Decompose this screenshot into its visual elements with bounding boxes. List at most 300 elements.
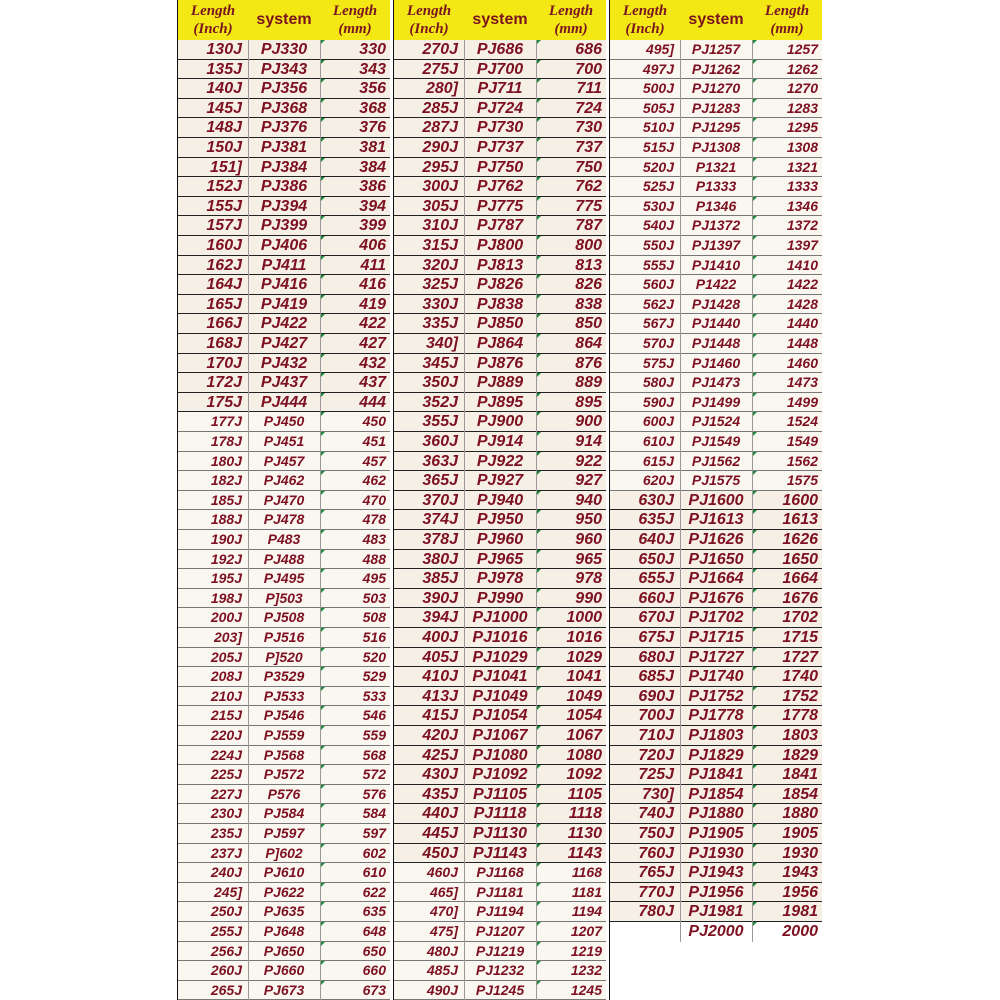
length-mm-cell: 1575	[786, 472, 818, 489]
table-row	[394, 60, 606, 80]
table-row	[610, 452, 822, 472]
length-inch-cell: 150J	[206, 139, 242, 156]
table-row	[394, 804, 606, 824]
table-row	[394, 216, 606, 236]
table-row	[610, 236, 822, 256]
header-length-mm-line1: Length	[332, 3, 378, 19]
length-inch-cell: 374J	[422, 511, 458, 529]
system-code-cell: PJ826	[476, 276, 524, 294]
length-inch-cell: 515J	[642, 139, 674, 155]
length-inch-cell: 630J	[638, 491, 674, 509]
length-mm-cell: 660	[362, 962, 386, 979]
length-inch-cell: 400J	[422, 629, 458, 646]
length-mm-cell: 1168	[571, 864, 602, 881]
length-inch-cell: 562J	[642, 295, 674, 312]
table-row	[178, 883, 390, 903]
length-inch-cell: 325J	[422, 276, 458, 294]
length-mm-cell: 546	[362, 707, 386, 724]
table-row	[394, 942, 606, 962]
length-mm-cell: 2000	[782, 923, 818, 940]
length-mm-cell: 356	[359, 80, 386, 98]
system-code-cell: PJ1460	[691, 354, 741, 371]
length-mm-cell: 451	[362, 433, 386, 449]
length-inch-cell: 198J	[210, 589, 242, 606]
system-code-cell: P3529	[263, 668, 305, 685]
table-row	[178, 608, 390, 628]
table-row	[394, 863, 606, 883]
header-length-inch-line1: Length	[190, 3, 236, 19]
length-mm-cell: 711	[576, 80, 602, 98]
length-mm-cell: 427	[359, 335, 386, 352]
system-code-cell: PJ1262	[691, 60, 741, 77]
length-mm-cell: 1841	[782, 766, 818, 784]
system-code-cell: P1321	[695, 158, 737, 175]
system-code-cell: PJ1676	[688, 589, 744, 607]
length-inch-cell: 470]	[429, 903, 458, 920]
table-row	[178, 628, 390, 648]
table-row	[610, 765, 822, 785]
system-code-cell: PJ660	[263, 962, 305, 979]
length-inch-cell: 567J	[642, 315, 674, 332]
length-inch-cell: 155J	[206, 197, 242, 215]
length-inch-cell: 575J	[642, 354, 674, 371]
system-code-cell: PJ384	[260, 158, 308, 176]
length-inch-cell: 405J	[422, 648, 458, 666]
header-system-label: system	[472, 11, 528, 28]
length-mm-cell: 940	[575, 491, 602, 509]
system-code-cell: PJ1168	[476, 864, 524, 881]
header-length-inch-line2: (Inch)	[409, 21, 449, 37]
length-inch-cell: 310J	[422, 217, 458, 235]
length-mm-cell: 1067	[566, 727, 602, 744]
table-row	[394, 158, 606, 178]
length-inch-cell: 420J	[422, 727, 458, 744]
length-inch-cell: 725J	[638, 766, 674, 784]
table-row	[610, 569, 822, 589]
length-mm-cell: 559	[362, 727, 386, 743]
length-inch-cell: 510J	[642, 119, 674, 136]
system-code-cell: PJ1397	[691, 237, 741, 253]
length-mm-cell: 381	[359, 139, 386, 156]
length-mm-cell: 1041	[566, 668, 602, 686]
length-mm-cell: 775	[575, 197, 602, 215]
length-inch-cell: 390J	[422, 589, 458, 607]
table-row	[394, 412, 606, 432]
length-inch-cell: 700J	[638, 707, 674, 725]
length-inch-cell: 360J	[422, 433, 458, 450]
system-code-cell: PJ559	[263, 727, 305, 743]
table-row	[178, 79, 390, 99]
system-code-cell: PJ411	[261, 256, 307, 274]
length-mm-cell: 1664	[782, 570, 818, 588]
table-row	[610, 589, 822, 609]
length-mm-cell: 724	[575, 99, 602, 117]
length-inch-cell: 365J	[422, 472, 458, 490]
length-inch-cell: 235J	[210, 825, 242, 841]
table-row	[178, 216, 390, 236]
system-code-cell: PJ1727	[688, 648, 744, 666]
length-inch-cell: 385J	[422, 570, 458, 588]
column-divider	[752, 40, 753, 942]
length-inch-cell: 315J	[422, 237, 458, 254]
length-mm-cell: 533	[362, 687, 386, 704]
length-inch-cell: 210J	[210, 687, 242, 704]
system-code-cell: PJ1956	[688, 883, 744, 901]
length-mm-cell: 1524	[786, 413, 818, 430]
table-row	[394, 706, 606, 726]
length-inch-cell: 352J	[422, 393, 458, 411]
system-code-cell: PJ686	[476, 41, 524, 58]
table-row	[178, 961, 390, 981]
table-row	[178, 373, 390, 393]
system-code-cell: PJ990	[476, 589, 524, 607]
length-mm-cell: 838	[575, 295, 602, 313]
length-mm-cell: 700	[575, 60, 602, 78]
system-code-cell: PJ376	[260, 119, 308, 137]
length-mm-cell: 762	[575, 178, 602, 196]
table-row	[178, 726, 390, 746]
length-mm-cell: 1499	[786, 393, 818, 410]
table-row	[178, 648, 390, 668]
table-row	[610, 295, 822, 315]
length-mm-cell: 737	[575, 139, 602, 156]
table-row	[610, 60, 822, 80]
length-mm-cell: 1702	[782, 609, 818, 627]
length-mm-cell: 1295	[786, 119, 818, 136]
length-mm-cell: 1778	[782, 707, 818, 725]
length-mm-cell: 1549	[786, 433, 818, 449]
length-inch-cell: 220J	[210, 727, 242, 743]
length-inch-cell: 203]	[213, 629, 242, 645]
system-code-cell: PJ813	[476, 256, 524, 274]
table-row	[178, 471, 390, 491]
system-code-cell: PJ1613	[688, 511, 744, 529]
length-mm-cell: 900	[575, 413, 602, 431]
table-row	[394, 40, 606, 60]
length-inch-cell: 370J	[422, 491, 458, 509]
length-mm-cell: 914	[575, 433, 602, 450]
header-length-inch-line2: (Inch)	[193, 21, 233, 37]
length-inch-cell: 240J	[210, 864, 242, 881]
length-inch-cell: 425J	[422, 746, 458, 764]
table-row	[394, 118, 606, 138]
system-code-cell: PJ724	[476, 99, 524, 117]
length-mm-cell: 516	[362, 629, 386, 645]
length-inch-cell: 165J	[206, 295, 242, 313]
length-inch-cell: 148J	[206, 119, 242, 137]
table-row	[394, 648, 606, 668]
system-code-cell: PJ422	[260, 315, 308, 333]
system-code-cell: PJ451	[263, 433, 305, 449]
system-code-cell: P]520	[265, 648, 303, 665]
header-length-mm-line2: (mm)	[554, 21, 588, 37]
table-row	[610, 687, 822, 707]
length-mm-cell: 950	[575, 511, 602, 529]
system-code-cell: PJ1130	[473, 825, 527, 842]
length-mm-cell: 1803	[782, 727, 818, 744]
table-row	[394, 785, 606, 805]
system-code-cell: PJ1905	[688, 825, 744, 842]
length-inch-cell: 680J	[638, 648, 674, 666]
table-row	[178, 785, 390, 805]
table-row	[610, 648, 822, 668]
length-mm-cell: 508	[362, 609, 386, 626]
table-row	[178, 844, 390, 864]
length-mm-cell: 1207	[570, 923, 602, 939]
table-row	[610, 726, 822, 746]
length-inch-cell: 655J	[638, 570, 674, 588]
length-inch-cell: 550J	[642, 237, 674, 253]
system-code-cell: PJ508	[263, 609, 305, 626]
table-row	[394, 354, 606, 374]
table-row	[394, 197, 606, 217]
table-block-1	[177, 0, 390, 1000]
length-mm-cell: 1054	[566, 707, 602, 725]
length-mm-cell: 520	[362, 648, 386, 665]
length-inch-cell: 670J	[638, 609, 674, 627]
system-code-cell: PJ950	[476, 511, 524, 529]
table-row	[178, 922, 390, 942]
table-row	[394, 99, 606, 119]
table-row	[394, 589, 606, 609]
length-mm-cell: 1283	[786, 99, 818, 116]
length-mm-cell: 1118	[568, 805, 602, 823]
length-inch-cell: 166J	[206, 315, 242, 333]
system-code-cell: PJ2000	[688, 923, 744, 940]
length-inch-cell: 495]	[645, 41, 674, 57]
system-code-cell: PJ730	[476, 119, 524, 137]
length-inch-cell: 640J	[638, 531, 674, 548]
length-mm-cell: 1049	[566, 687, 602, 705]
system-code-cell: PJ568	[263, 746, 305, 763]
length-inch-cell: 610J	[642, 433, 674, 449]
table-row	[610, 373, 822, 393]
table-row	[610, 746, 822, 766]
length-mm-cell: 622	[362, 883, 386, 900]
system-code-cell: PJ1448	[691, 335, 741, 351]
length-inch-cell: 490J	[426, 981, 458, 998]
length-mm-cell: 889	[575, 374, 602, 392]
length-inch-cell: 590J	[642, 393, 674, 410]
header-length-mm-line2: (mm)	[770, 21, 804, 37]
length-mm-cell: 1194	[571, 903, 602, 920]
system-code-cell: PJ584	[263, 805, 305, 822]
system-code-cell: PJ895	[476, 393, 524, 411]
system-code-cell: PJ1257	[691, 41, 741, 57]
table-row	[394, 981, 606, 1000]
system-code-cell: PJ960	[476, 531, 524, 548]
length-mm-cell: 495	[362, 570, 386, 587]
length-inch-cell: 215J	[210, 707, 242, 724]
table-row	[610, 314, 822, 334]
length-mm-cell: 1613	[782, 511, 818, 529]
system-code-cell: PJ546	[263, 707, 305, 724]
header-length-inch-line1: Length	[406, 3, 452, 19]
system-code-cell: PJ572	[263, 766, 305, 783]
table-row	[178, 334, 390, 354]
system-code-cell: PJ1428	[691, 295, 741, 312]
system-code-cell: PJ1232	[475, 962, 525, 979]
length-mm-cell: 432	[359, 354, 386, 372]
table-row	[394, 902, 606, 922]
length-mm-cell: 488	[362, 550, 386, 567]
length-mm-cell: 368	[359, 99, 386, 117]
length-inch-cell: 305J	[422, 197, 458, 215]
table-row	[178, 412, 390, 432]
table-row	[610, 393, 822, 413]
table-row	[394, 961, 606, 981]
table-row	[610, 491, 822, 511]
system-code-cell: PJ650	[263, 942, 305, 959]
header-length-mm-line1: Length	[548, 3, 594, 19]
system-code-cell: PJ978	[476, 570, 524, 588]
table-row	[178, 902, 390, 922]
system-code-cell: PJ470	[263, 491, 305, 508]
table-row	[178, 550, 390, 570]
length-mm-cell: 978	[575, 570, 602, 588]
length-inch-cell: 765J	[638, 864, 674, 882]
table-row	[394, 275, 606, 295]
system-code-cell: PJ432	[260, 354, 308, 372]
length-inch-cell: 480J	[426, 942, 458, 959]
table-block-2	[393, 0, 606, 1000]
system-code-cell: PJ1473	[691, 374, 741, 391]
length-inch-cell: 445J	[422, 825, 458, 842]
length-inch-cell: 188J	[210, 511, 242, 528]
length-inch-cell: 182J	[210, 472, 242, 489]
table-row	[610, 99, 822, 119]
system-code-cell: PJ1930	[688, 844, 744, 862]
system-code-cell: PJ533	[263, 687, 305, 704]
system-code-cell: PJ1803	[688, 727, 744, 744]
length-inch-cell: 750J	[638, 825, 674, 842]
length-inch-cell: 287J	[422, 119, 458, 137]
system-code-cell: PJ1854	[688, 785, 744, 803]
length-mm-cell: 876	[575, 354, 602, 372]
system-code-cell: PJ1016	[472, 629, 528, 646]
length-mm-cell: 568	[362, 746, 386, 763]
system-code-cell: PJ1549	[691, 433, 741, 449]
length-inch-cell: 230J	[210, 805, 242, 822]
header-length-inch	[610, 0, 680, 42]
system-code-cell: PJ343	[260, 60, 308, 78]
length-mm-cell: 1181	[571, 883, 602, 900]
table-row	[394, 314, 606, 334]
system-code-cell: PJ444	[260, 393, 308, 411]
length-mm-cell: 1460	[786, 354, 818, 371]
length-inch-cell: 140J	[206, 80, 242, 98]
table-row	[394, 746, 606, 766]
table-row	[394, 491, 606, 511]
length-mm-cell: 1321	[786, 158, 818, 175]
system-code-cell: PJ1118	[473, 805, 527, 823]
length-mm-cell: 576	[362, 785, 386, 802]
length-mm-cell: 635	[362, 903, 386, 920]
system-code-cell: PJ1219	[475, 942, 525, 959]
length-inch-cell: 394J	[422, 609, 458, 627]
table-row	[394, 883, 606, 903]
column-divider	[536, 40, 537, 1000]
table-row	[394, 177, 606, 197]
length-inch-cell: 410J	[422, 668, 458, 686]
system-code-cell: PJ1029	[472, 648, 528, 666]
system-code-cell: PJ1181	[476, 883, 524, 900]
table-row	[178, 197, 390, 217]
length-inch-cell: 160J	[206, 237, 242, 254]
table-row	[178, 706, 390, 726]
length-inch-cell: 460J	[426, 864, 458, 881]
length-inch-cell: 685J	[638, 668, 674, 686]
system-code-cell: PJ1740	[688, 668, 744, 686]
system-code-cell: PJ787	[476, 217, 524, 235]
length-inch-cell: 465]	[429, 883, 458, 900]
system-code-cell: PJ1372	[691, 217, 741, 234]
system-code-cell: PJ1041	[472, 668, 528, 686]
system-code-cell: PJ1049	[472, 687, 528, 705]
length-inch-cell: 157J	[206, 217, 242, 235]
length-mm-cell: 1752	[782, 687, 818, 705]
system-code-cell: P]602	[265, 844, 303, 861]
table-row	[394, 393, 606, 413]
table-row	[394, 236, 606, 256]
length-inch-cell: 180J	[210, 452, 242, 469]
table-row	[394, 550, 606, 570]
table-row	[610, 608, 822, 628]
system-code-cell: PJ1981	[688, 903, 744, 921]
length-inch-cell: 525J	[642, 178, 674, 195]
system-code-cell: PJ330	[260, 41, 308, 58]
system-code-cell: PJ1650	[688, 550, 744, 568]
length-inch-cell: 130J	[206, 41, 242, 58]
system-code-cell: PJ838	[476, 295, 524, 313]
table-row	[394, 687, 606, 707]
length-mm-cell: 483	[362, 531, 386, 547]
table-row	[394, 844, 606, 864]
table-row	[178, 275, 390, 295]
table-row	[610, 902, 822, 922]
length-inch-cell: 175J	[206, 393, 242, 411]
length-mm-cell: 478	[362, 511, 386, 528]
table-row	[178, 981, 390, 1000]
length-inch-cell: 300J	[422, 178, 458, 196]
system-code-cell: PJ1880	[688, 805, 744, 823]
length-mm-cell: 572	[362, 766, 386, 783]
length-inch-cell: 162J	[206, 256, 242, 274]
length-inch-cell: 555J	[642, 256, 674, 273]
length-inch-cell: 760J	[638, 844, 674, 862]
table-row	[610, 432, 822, 452]
table-row	[178, 530, 390, 550]
length-mm-cell: 584	[362, 805, 386, 822]
table-row	[394, 765, 606, 785]
length-inch-cell: 275J	[422, 60, 458, 78]
system-code-cell: PJ635	[263, 903, 305, 920]
length-mm-cell: 990	[575, 589, 602, 607]
table-row	[178, 158, 390, 178]
length-mm-cell: 597	[362, 825, 386, 841]
system-code-cell: PJ800	[476, 237, 524, 254]
length-inch-cell: 475]	[429, 923, 458, 939]
table-row	[394, 256, 606, 276]
length-inch-cell: 520J	[642, 158, 674, 175]
length-inch-cell: 635J	[638, 511, 674, 529]
header-length-inch	[178, 0, 248, 42]
table-row	[610, 197, 822, 217]
length-inch-cell: 740J	[638, 805, 674, 823]
length-mm-cell: 330	[359, 41, 386, 58]
system-code-cell: PJ864	[476, 335, 524, 352]
system-code-cell: PJ1410	[691, 256, 741, 273]
